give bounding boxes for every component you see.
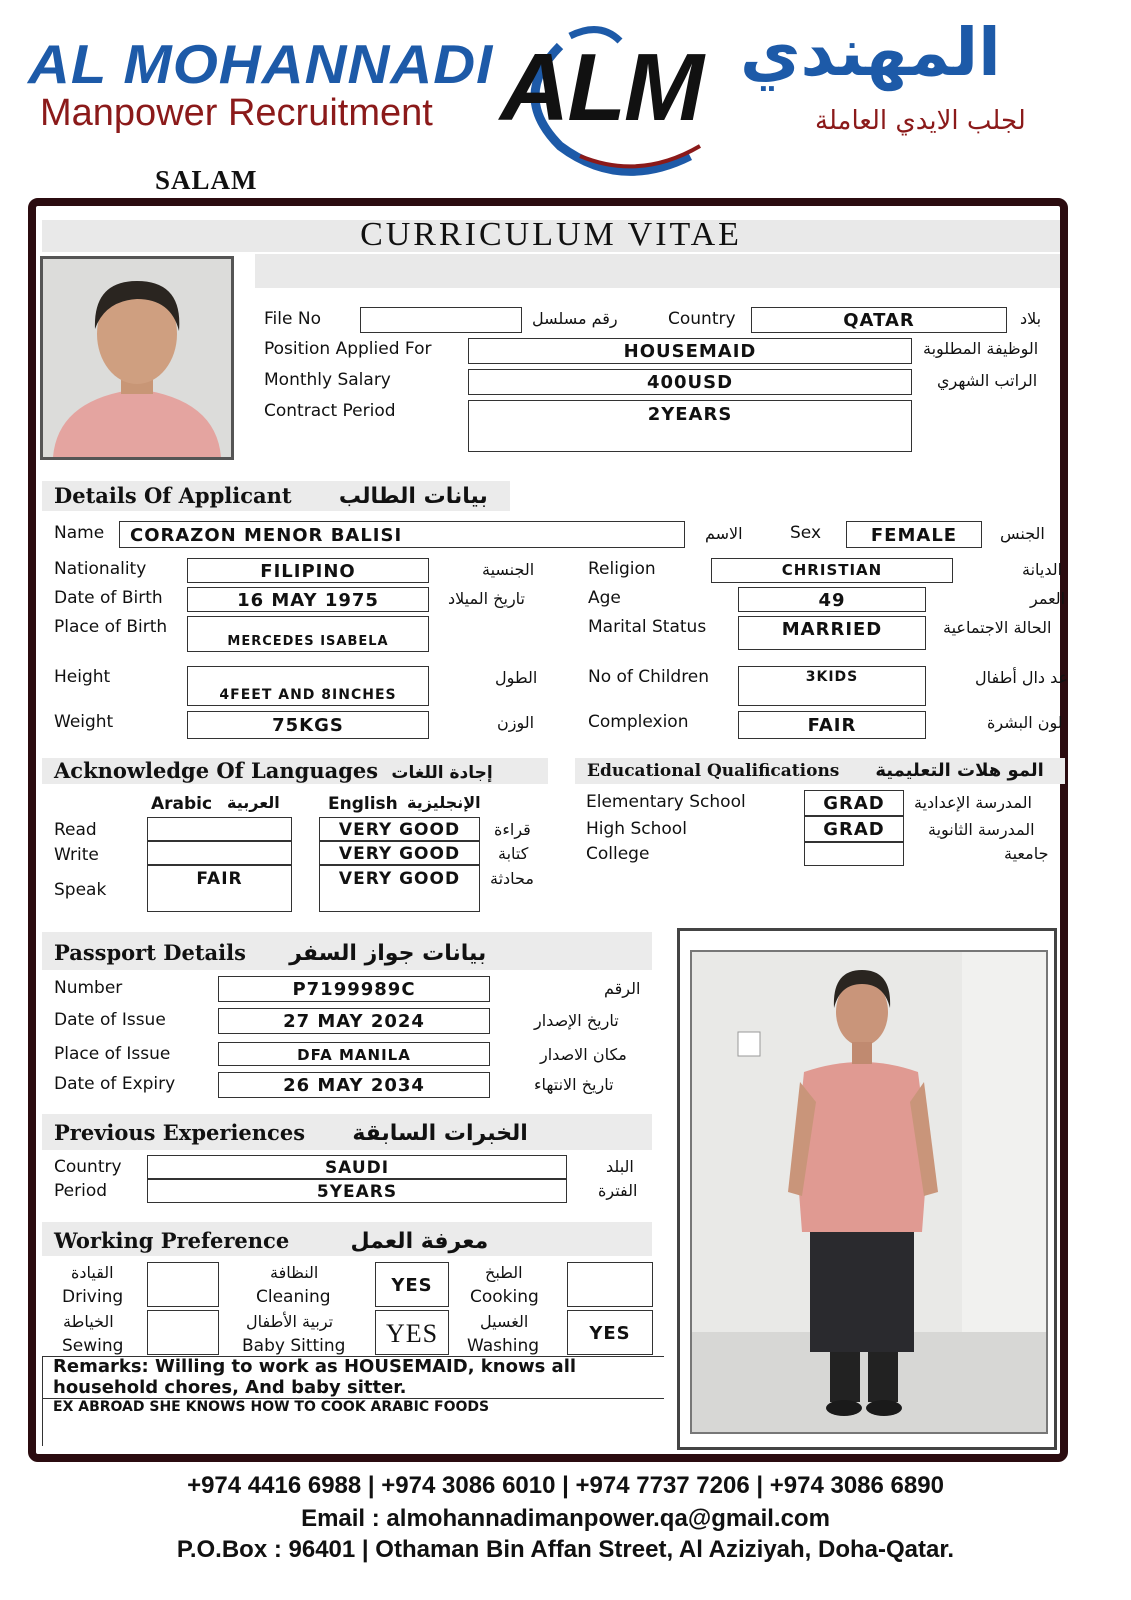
expiry-date-field: 26 MAY 2034 xyxy=(218,1072,490,1098)
name-label: Name xyxy=(54,523,105,543)
nationality-field: FILIPINO xyxy=(187,558,429,583)
cooking-arabic: الطبخ xyxy=(485,1263,523,1282)
driving-label: Driving xyxy=(62,1287,124,1307)
position-label: Position Applied For xyxy=(264,339,432,359)
age-arabic: العمر xyxy=(1030,589,1066,608)
experience-country-arabic: البلد xyxy=(606,1157,634,1176)
nationality-arabic: الجنسية xyxy=(482,560,535,579)
college-label: College xyxy=(586,844,650,864)
marital-label: Marital Status xyxy=(588,617,707,637)
religion-field: CHRISTIAN xyxy=(711,558,953,583)
file-no-arabic: رقم مسلسل xyxy=(532,309,618,328)
remarks-line-3: EX ABROAD SHE KNOWS HOW TO COOK ARABIC FOODS xyxy=(53,1399,490,1415)
arabic-column-label: Arabic xyxy=(151,794,213,814)
languages-section-title-arabic: إجادة اللغات xyxy=(391,763,493,783)
driving-field xyxy=(147,1262,219,1307)
complexion-label: Complexion xyxy=(588,712,689,732)
elementary-field: GRAD xyxy=(804,790,904,816)
elementary-arabic: المدرسة الإعدادية xyxy=(914,793,1032,812)
high-school-label: High School xyxy=(586,819,687,839)
weight-arabic: الوزن xyxy=(497,713,535,732)
religion-arabic: الديانة xyxy=(1022,560,1063,579)
arabic-write-field xyxy=(147,841,292,865)
sex-arabic: الجنس xyxy=(1000,524,1045,543)
sewing-arabic: الخياطة xyxy=(63,1312,114,1331)
brand-name-arabic: المهندي xyxy=(740,14,1001,91)
passport-section-header xyxy=(42,932,652,970)
contract-label: Contract Period xyxy=(264,401,396,421)
baby-sitting-field: YES xyxy=(375,1310,449,1355)
country-label: Country xyxy=(668,309,736,329)
cooking-label: Cooking xyxy=(470,1287,539,1307)
weight-field: 75KGS xyxy=(187,711,429,739)
applicant-section-title: Details Of Applicant xyxy=(54,483,292,508)
salary-field: 400USD xyxy=(468,369,912,395)
preference-section-title: Working Preference xyxy=(54,1228,290,1253)
complexion-field: FAIR xyxy=(738,711,926,739)
applicant-full-body-photo xyxy=(690,950,1048,1434)
baby-sitting-arabic: تربية الأطفال xyxy=(246,1312,334,1331)
driving-arabic: القيادة xyxy=(71,1263,114,1282)
cooking-field xyxy=(567,1262,653,1307)
religion-label: Religion xyxy=(588,559,656,579)
children-field: 3KIDS xyxy=(738,666,926,706)
experience-section-title-arabic: الخبرات السابقة xyxy=(352,1121,528,1146)
salutation: SALAM xyxy=(155,165,258,195)
sex-field: FEMALE xyxy=(846,521,982,548)
english-column-label: English xyxy=(328,794,398,814)
arabic-speak-field: FAIR xyxy=(147,865,292,912)
nationality-label: Nationality xyxy=(54,559,147,579)
arabic-read-field xyxy=(147,817,292,841)
brand-name: AL MOHANNADI xyxy=(28,33,494,96)
subtitle-band xyxy=(255,254,1060,288)
salary-label: Monthly Salary xyxy=(264,370,391,390)
cleaning-arabic: النظافة xyxy=(270,1263,319,1282)
experience-section-title: Previous Experiences xyxy=(54,1120,306,1145)
experience-section-header xyxy=(42,1114,652,1150)
salary-arabic: الراتب الشهري xyxy=(937,371,1038,390)
write-label: Write xyxy=(54,845,99,865)
washing-arabic: الغسيل xyxy=(480,1312,529,1331)
preference-section-title-arabic: معرفة العمل xyxy=(350,1229,489,1254)
experience-country-field: SAUDI xyxy=(147,1155,567,1179)
experience-country-label: Country xyxy=(54,1157,122,1177)
cleaning-field: YES xyxy=(375,1262,449,1307)
sewing-field xyxy=(147,1310,219,1355)
file-no-label: File No xyxy=(264,309,321,329)
age-field: 49 xyxy=(738,587,926,612)
read-arabic: قراءة xyxy=(494,820,531,839)
college-field xyxy=(804,842,904,866)
name-field: CORAZON MENOR BALISI xyxy=(119,521,685,548)
remarks-line-2: household chores, And baby sitter. xyxy=(53,1377,407,1398)
country-field: QATAR xyxy=(751,307,1007,333)
english-read-field: VERY GOOD xyxy=(319,817,480,841)
dob-arabic: تاريخ الميلاد xyxy=(448,589,525,608)
sewing-label: Sewing xyxy=(62,1336,124,1356)
english-column-label-arabic: الإنجليزية xyxy=(407,793,481,812)
position-field: HOUSEMAID xyxy=(468,338,912,364)
education-section-title: Educational Qualifications xyxy=(587,761,840,781)
cv-title: CURRICULUM VITAE xyxy=(360,216,742,253)
passport-section-title: Passport Details xyxy=(54,940,246,965)
english-speak-field: VERY GOOD xyxy=(319,865,480,912)
experience-period-label: Period xyxy=(54,1181,108,1201)
education-section-header xyxy=(575,758,1065,784)
expiry-date-arabic: تاريخ الانتهاء xyxy=(534,1075,614,1094)
experience-period-arabic: الفترة xyxy=(598,1181,638,1200)
brand-subtitle-arabic: لجلب الايدي العاملة xyxy=(815,106,1026,136)
english-write-field: VERY GOOD xyxy=(319,841,480,865)
passport-number-arabic: الرقم xyxy=(604,979,641,998)
position-arabic: الوظيفة المطلوبة xyxy=(923,339,1039,358)
passport-number-field: P7199989C xyxy=(218,976,490,1002)
alm-logo-text: ALM xyxy=(500,34,702,141)
passport-number-label: Number xyxy=(54,978,123,998)
speak-label: Speak xyxy=(54,880,107,900)
applicant-section-header xyxy=(42,481,510,511)
applicant-portrait-photo xyxy=(40,256,234,460)
high-school-arabic: المدرسة الثانوية xyxy=(928,820,1035,839)
marital-arabic: الحالة الاجتماعية xyxy=(943,618,1052,637)
brand-subtitle: Manpower Recruitment xyxy=(40,92,433,134)
languages-section-title: Acknowledge Of Languages xyxy=(54,758,379,783)
issue-date-label: Date of Issue xyxy=(54,1010,166,1030)
washing-field: YES xyxy=(567,1310,653,1355)
issue-place-label: Place of Issue xyxy=(54,1044,171,1064)
speak-arabic: محادثة xyxy=(490,869,534,888)
name-arabic: الاسم xyxy=(705,524,743,543)
country-arabic: بلاد xyxy=(1020,309,1042,328)
education-section-title-arabic: المو هلات التعليمية xyxy=(875,760,1044,781)
issue-date-field: 27 MAY 2024 xyxy=(218,1008,490,1034)
complexion-arabic: لون البشرة xyxy=(987,713,1063,732)
languages-section-header xyxy=(42,758,548,784)
expiry-date-label: Date of Expiry xyxy=(54,1074,176,1094)
arabic-column-label-arabic: العربية xyxy=(227,793,280,812)
dob-label: Date of Birth xyxy=(54,588,163,608)
height-label: Height xyxy=(54,667,111,687)
experience-period-field: 5YEARS xyxy=(147,1179,567,1203)
washing-label: Washing xyxy=(467,1336,540,1356)
applicant-section-title-arabic: بيانات الطالب xyxy=(338,484,488,509)
issue-place-arabic: مكان الاصدار xyxy=(540,1045,627,1064)
height-arabic: الطول xyxy=(495,668,538,687)
baby-sitting-label: Baby Sitting xyxy=(242,1336,346,1356)
footer-email: Email : almohannadimanpower.qa@gmail.com xyxy=(301,1505,830,1532)
read-label: Read xyxy=(54,820,97,840)
marital-field: MARRIED xyxy=(738,616,926,650)
write-arabic: كتابة xyxy=(498,844,529,863)
passport-section-title-arabic: بيانات جواز السفر xyxy=(289,941,487,966)
preference-section-header xyxy=(42,1222,652,1256)
issue-place-field: DFA MANILA xyxy=(218,1042,490,1066)
weight-label: Weight xyxy=(54,712,114,732)
height-field: 4FEET AND 8INCHES xyxy=(187,666,429,706)
remarks-line-1: Remarks: Willing to work as HOUSEMAID, knows all xyxy=(53,1356,577,1377)
pob-field: MERCEDES ISABELA xyxy=(187,616,429,652)
elementary-label: Elementary School xyxy=(586,792,746,812)
contract-field: 2YEARS xyxy=(468,400,912,452)
children-label: No of Children xyxy=(588,667,710,687)
children-arabic: عد دال أطفال xyxy=(975,668,1069,687)
file-no-field xyxy=(360,307,522,333)
age-label: Age xyxy=(588,588,621,608)
pob-label: Place of Birth xyxy=(54,617,168,637)
dob-field: 16 MAY 1975 xyxy=(187,587,429,612)
sex-label: Sex xyxy=(790,523,822,543)
footer-address: P.O.Box : 96401 | Othaman Bin Affan Street, Al Aziziyah, Doha-Qatar. xyxy=(176,1536,955,1563)
high-school-field: GRAD xyxy=(804,816,904,842)
issue-date-arabic: تاريخ الإصدار xyxy=(534,1011,619,1030)
footer-phones: +974 4416 6988 | +974 3086 6010 | +974 7737 7206 | +974 3086 6890 xyxy=(187,1472,944,1499)
college-arabic: جامعية xyxy=(1004,844,1049,863)
cleaning-label: Cleaning xyxy=(256,1287,331,1307)
